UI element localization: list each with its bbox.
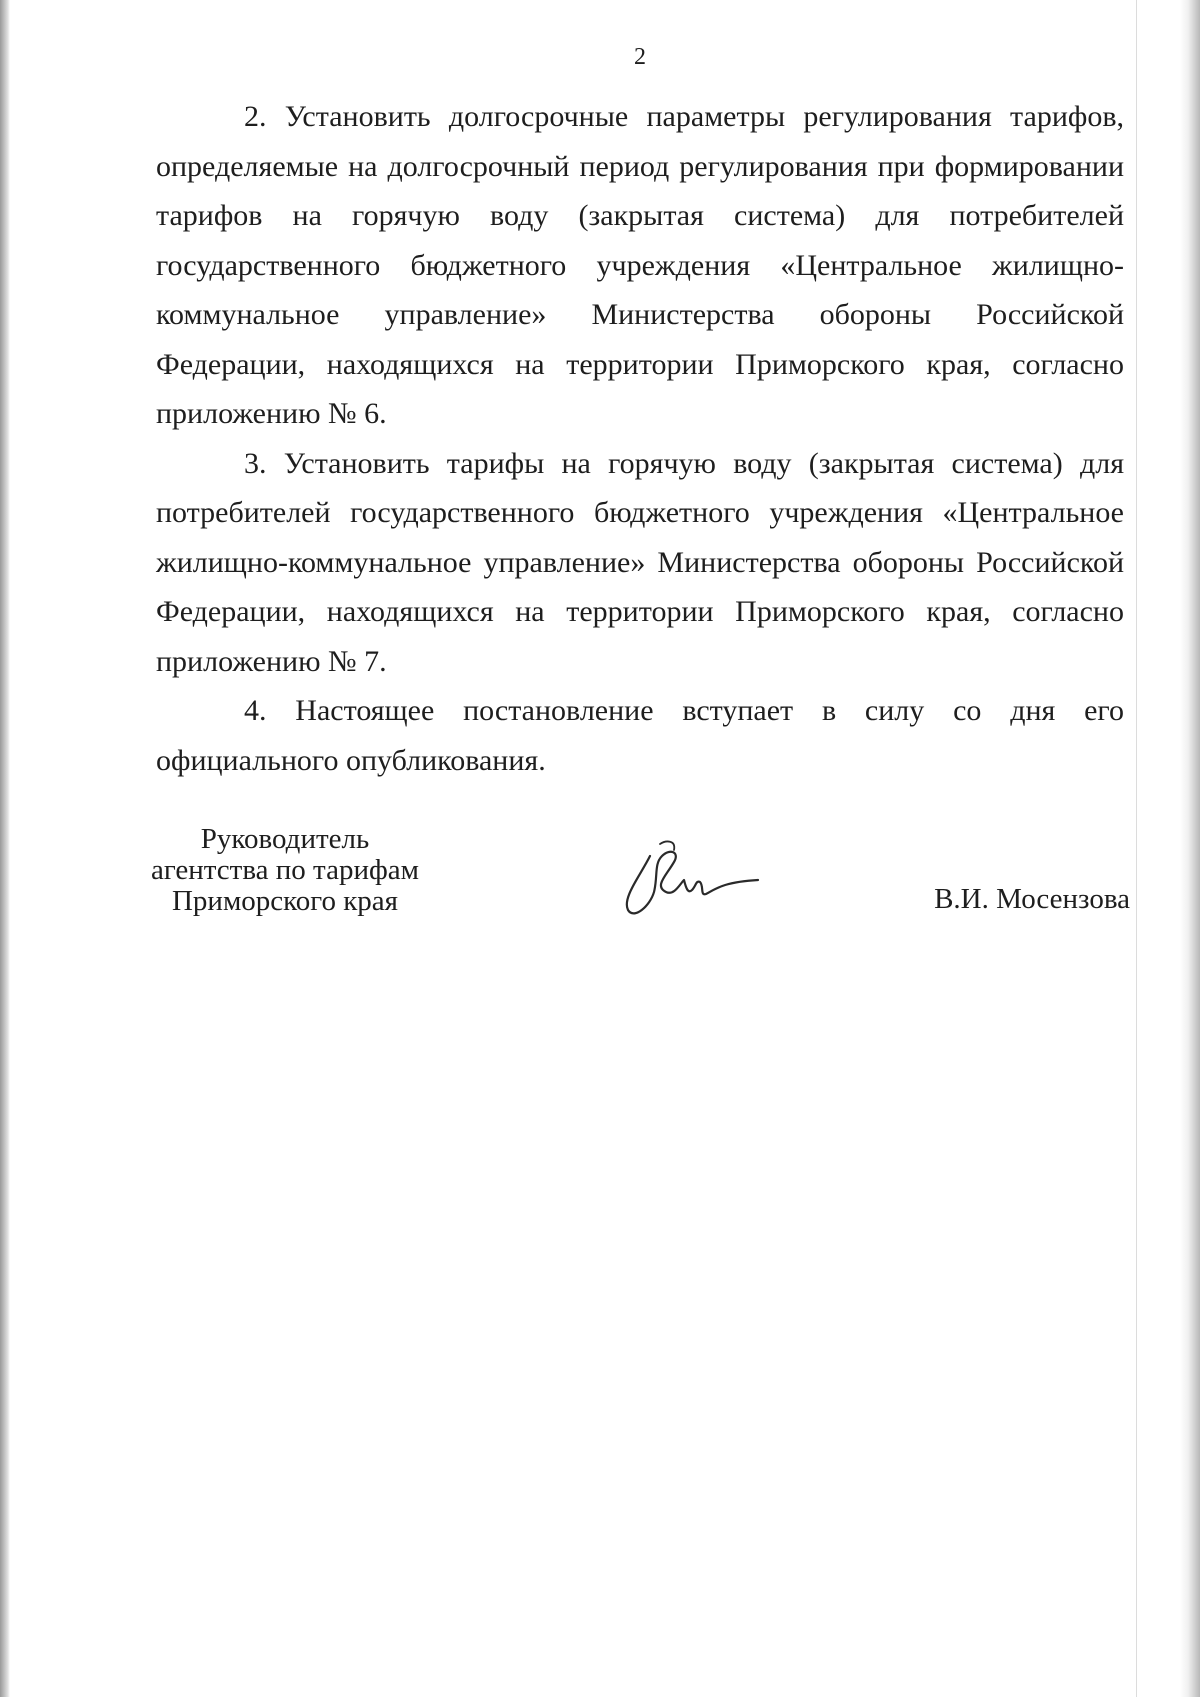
page-number: 2 — [634, 44, 646, 70]
signatory-name: В.И. Мосензова — [934, 883, 1130, 915]
scan-edge-right — [1180, 0, 1200, 1697]
signatory-position-line: Руководитель — [200, 823, 370, 855]
scan-edge-left — [0, 0, 10, 1697]
document-body — [156, 92, 1124, 785]
paragraph-4: 4. Настоящее постановление вступает в силу со дня его официального опубликования. — [156, 694, 1124, 777]
signatory-position-line: Приморского края — [171, 885, 399, 917]
handwritten-signature-icon — [610, 836, 760, 926]
signatory-position — [150, 824, 420, 917]
paragraph-3: 3. Установить тарифы на горячую воду (закрытая система) для потребителей государственного бюджетного учреждения «Центральное жилищно-коммунальное управление» Министерства обороны Российской Федерации, находящихся на территории Приморского края, согласно приложению № 7. — [156, 446, 1124, 678]
paragraph-2: 2. Установить долгосрочные параметры регулирования тарифов, определяемые на долгосрочный период регулирования при формировании тарифов на горячую воду (закрытая система) для потребителей государственного бюджетного учреждения «Центральное жилищно-коммунальное управление» Министерства обороны Российской Федерации, находящихся на территории Приморского края, согласно приложению № 6. — [156, 100, 1124, 430]
scan-margin-line — [1136, 0, 1137, 1697]
signatory-position-line: агентства по тарифам — [151, 854, 419, 886]
